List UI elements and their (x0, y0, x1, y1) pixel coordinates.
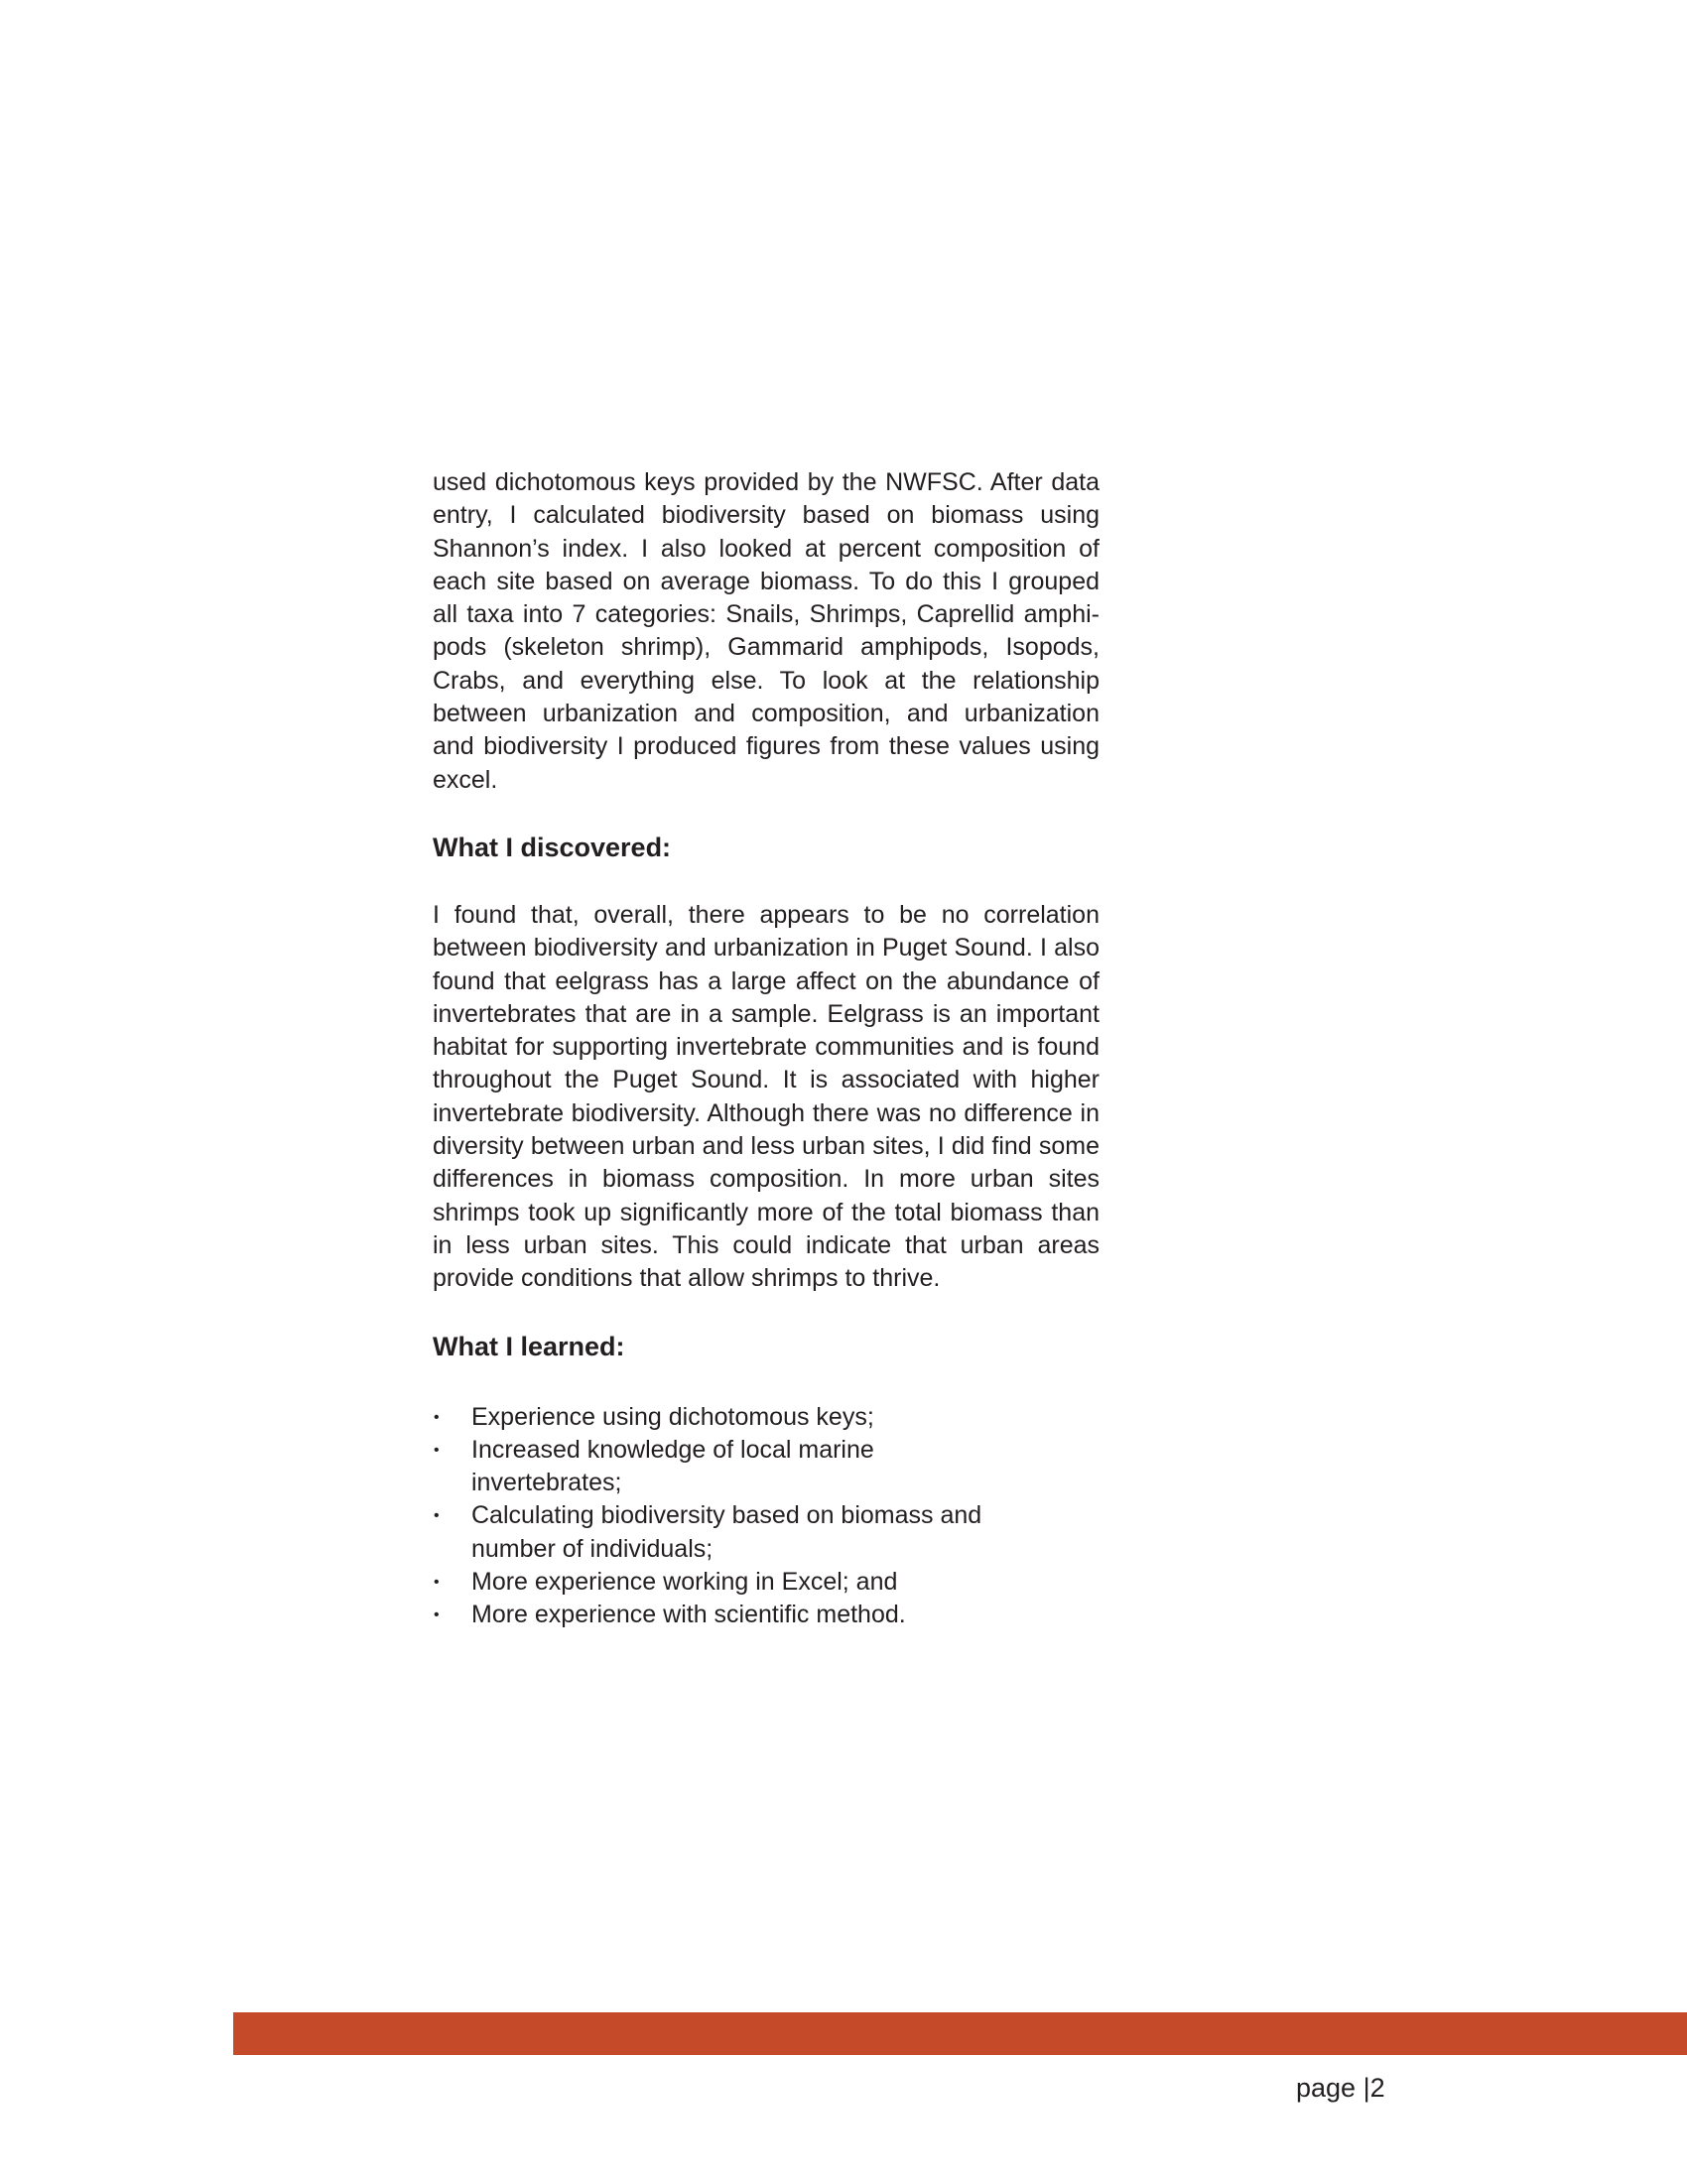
list-item-text: More experience working in Excel; and (471, 1568, 898, 1597)
list-item (433, 1401, 1027, 1434)
discovered-heading: What I discovered: (433, 832, 672, 862)
list-item (433, 1599, 1027, 1631)
list-item (433, 1566, 1027, 1599)
bullet-icon: • (434, 1408, 440, 1426)
bullet-icon: • (434, 1507, 440, 1525)
page-number: page |2 (1296, 2073, 1385, 2103)
bullet-icon: • (434, 1606, 440, 1624)
learned-heading: What I learned: (433, 1331, 625, 1361)
discovered-paragraph: I found that, overall, there appears to be no correlation between biodiversity and urbanization in Puget Sound. I also found that eelgrass has a large affect on the abundance of invertebrates that are in a sample. Eelgrass is an important habitat for supporting invertebrate communities and is found throughout the Puget Sound. It is associated with higher invertebrate biodiversity. Although there was no difference in diversity between urban and less urban sites, I did find some differences in biomass composition. In more urban sites shrimps took up significantly more of the total biomass than in less urban sites. This could indicate that urban areas provide conditions that allow shrimps to thrive. (433, 900, 1100, 1293)
list-item-text: Increased knowledge of local marine invertebrates; (471, 1435, 874, 1497)
footer-accent-bar (233, 2012, 1687, 2055)
list-item-text: Calculating biodiversity based on biomass and number of individuals; (471, 1501, 982, 1563)
bullet-icon: • (434, 1441, 440, 1459)
list-item (433, 1499, 1027, 1566)
list-item-text: Experience using dichotomous keys; (471, 1402, 874, 1431)
page-content (433, 466, 1100, 1632)
list-item (433, 1434, 1027, 1500)
list-item-text: More experience with scientific method. (471, 1601, 906, 1629)
learned-list (433, 1401, 1100, 1632)
bullet-icon: • (434, 1574, 440, 1592)
methods-paragraph: used dichotomous keys provided by the NWFSC. After data entry, I calculated biodiversity based on biomass using Shannon’s index. I also looked at percent composition of each site based on average biomass. To do this I grouped all taxa into 7 categories: Snails, Shrimps, Caprellid amphipods (skeleton shrimp), Gammarid amphipods, Isopods, Crabs, and everything else. To look at the relationship between urbanization and composition, and urbanization and biodiversity I produced figures from these values using excel. (433, 468, 1100, 794)
